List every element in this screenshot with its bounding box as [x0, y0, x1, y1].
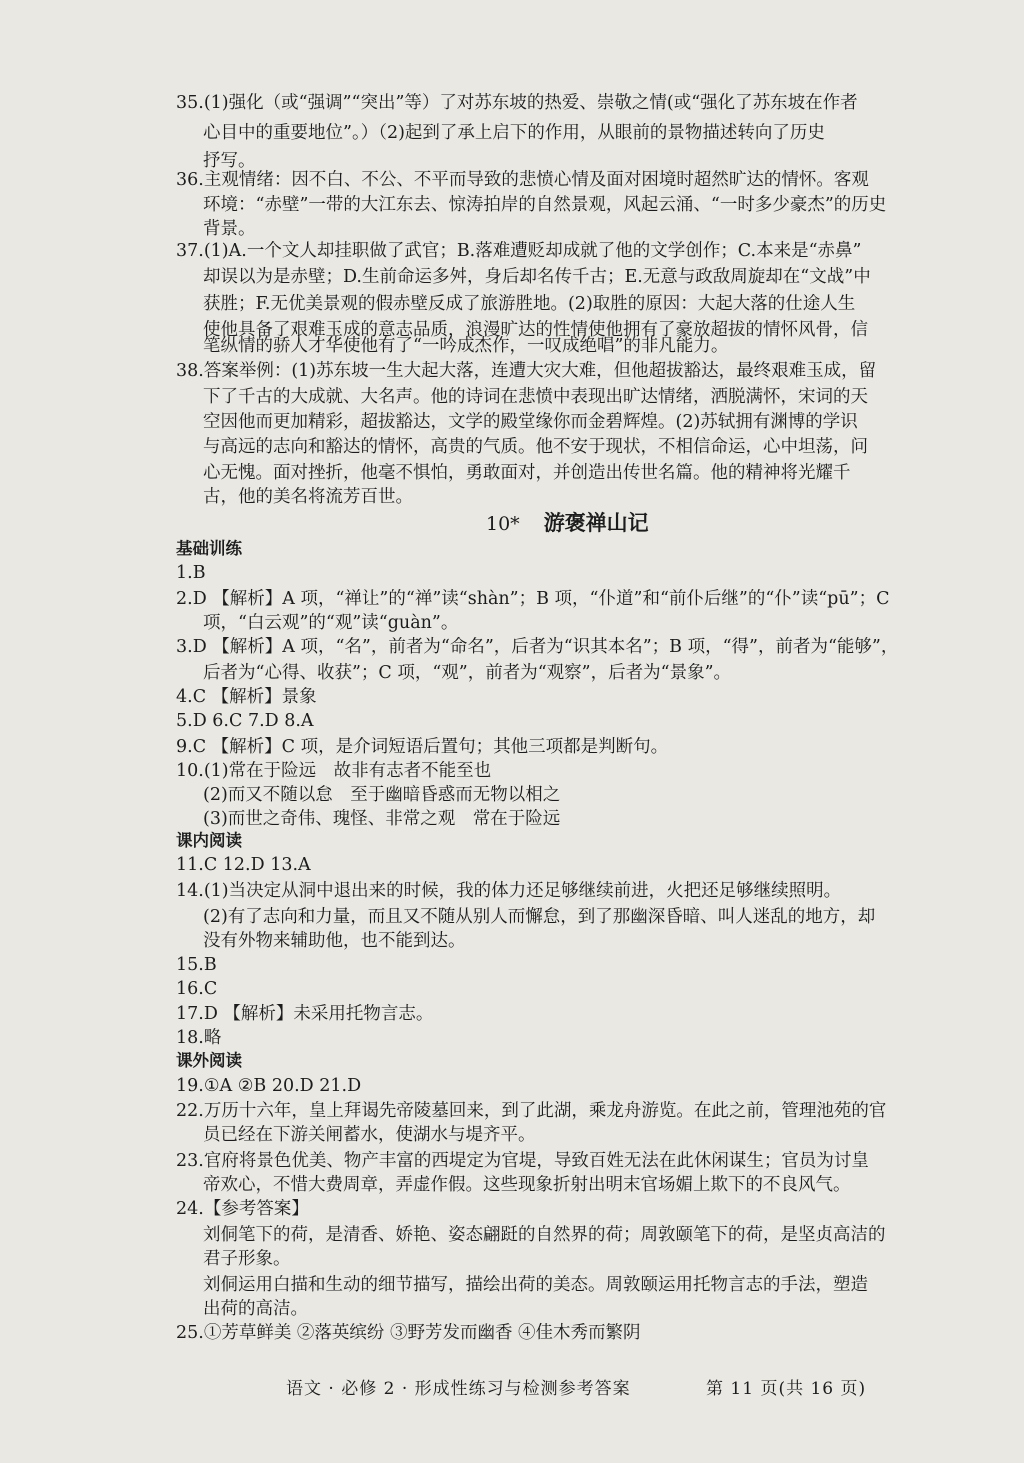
- lesson-title: [486, 510, 649, 537]
- answer-line: 17.D 【解析】未采用托物言志。: [176, 1004, 434, 1024]
- answer-line: 下了千古的大成就、大名声。他的诗词在悲愤中表现出旷达情绪，洒脱满怀，宋词的天: [203, 387, 868, 407]
- answer-line: 使他具备了艰难玉成的意志品质，浪漫旷达的性情使他拥有了豪放超拔的情怀风骨，信: [203, 320, 868, 340]
- answer-line: (2)有了志向和力量，而且又不随从别人而懈怠，到了那幽深昏暗、叫人迷乱的地方，却: [203, 907, 876, 927]
- lesson-number: 10*: [486, 513, 520, 535]
- section-heading: 基础训练: [176, 539, 242, 558]
- answer-line: 心目中的重要地位”。）（2)起到了承上启下的作用，从眼前的景物描述转向了历史: [203, 123, 825, 143]
- answer-line: 员已经在下游关闸蓄水，使湖水与堤齐平。: [203, 1125, 536, 1145]
- answer-line: 却误以为是赤壁；D.生前命运多舛，身后却名传千古；E.无意与政敌周旋却在“文战”中: [203, 267, 871, 287]
- answer-line: 抒写。: [203, 151, 256, 171]
- answer-line: 11.C 12.D 13.A: [176, 855, 311, 875]
- answer-line: 出荷的高洁。: [203, 1299, 308, 1319]
- answer-line: 空因他而更加精彩，超拔豁达，文学的殿堂缘你而金碧辉煌。(2)苏轼拥有渊博的学识: [203, 412, 858, 432]
- footer-page-number: 第 11 页(共 16 页): [706, 1379, 867, 1399]
- answer-line: 23.官府将景色优美、物产丰富的西堤定为官堤，导致百姓无法在此休闲谋生；官员为讨皇: [176, 1151, 869, 1171]
- answer-line: 24.【参考答案】: [176, 1199, 309, 1219]
- answer-line: 笔纵情的骄人才华使他有了“一吟成杰作，一叹成绝唱”的非凡能力。: [203, 336, 729, 356]
- answer-line: 4.C 【解析】景象: [176, 687, 317, 707]
- lesson-name: 游褒禅山记: [543, 510, 649, 535]
- answer-line: 14.(1)当决定从洞中退出来的时候，我的体力还足够继续前进，火把还足够继续照明。: [176, 881, 842, 901]
- answer-line: (2)而又不随以怠 至于幽暗昏惑而无物以相之: [203, 785, 561, 805]
- answer-line: 与高远的志向和豁达的情怀，高贵的气质。他不安于现状，不相信命运，心中坦荡，问: [203, 437, 868, 457]
- answer-line: 获胜；F.无优美景观的假赤壁反成了旅游胜地。(2)取胜的原因：大起大落的仕途人生: [203, 294, 856, 314]
- answer-line: 古，他的美名将流芳百世。: [203, 487, 413, 507]
- footer-book-title: 语文 · 必修 2 · 形成性练习与检测参考答案: [286, 1379, 631, 1399]
- answer-line: 项，“白云观”的“观”读“guàn”。: [203, 613, 459, 633]
- answer-line: 5.D 6.C 7.D 8.A: [176, 711, 314, 731]
- answer-line: 背景。: [203, 219, 256, 239]
- answer-line: 环境：“赤壁”一带的大江东去、惊涛拍岸的自然景观，风起云涌、“一时多少豪杰”的历史: [203, 195, 887, 215]
- answer-line: (3)而世之奇伟、瑰怪、非常之观 常在于险远: [203, 809, 561, 829]
- answer-line: 16.C: [176, 979, 218, 999]
- answer-line: 刘侗运用白描和生动的细节描写，描绘出荷的美态。周敦颐运用托物言志的手法，塑造: [203, 1275, 868, 1295]
- answer-line: 帝欢心，不惜大费周章，弄虚作假。这些现象折射出明末官场媚上欺下的不良风气。: [203, 1175, 851, 1195]
- answer-line: 38.答案举例：(1)苏东坡一生大起大落，连遭大灾大难，但他超拔豁达，最终艰难玉成，留: [176, 361, 877, 381]
- answer-line: 10.(1)常在于险远 故非有志者不能至也: [176, 761, 492, 781]
- answer-line: 刘侗笔下的荷，是清香、娇艳、姿态翩跹的自然界的荷；周敦颐笔下的荷，是坚贞高洁的: [203, 1225, 886, 1245]
- answer-line: 后者为“心得、收获”；C 项，“观”，前者为“观察”，后者为“景象”。: [203, 663, 732, 683]
- answer-line: 36.主观情绪：因不白、不公、不平而导致的悲愤心情及面对困境时超然旷达的情怀。客观: [176, 170, 869, 190]
- answer-line: 2.D 【解析】A 项，“禅让”的“禅”读“shàn”；B 项，“仆道”和“前仆后继”的“仆”读“pū”；C: [176, 589, 890, 609]
- answer-line: 1.B: [176, 563, 206, 583]
- answer-line: 37.(1)A.一个文人却挂职做了武官；B.落难遭贬却成就了他的文学创作；C.本来是“赤鼻”: [176, 241, 862, 261]
- answer-line: 3.D 【解析】A 项，“名”，前者为“命名”，后者为“识其本名”；B 项，“得”，前者为“能够”，: [176, 637, 899, 657]
- section-heading: 课外阅读: [176, 1051, 242, 1070]
- answer-line: 35.(1)强化（或“强调”“突出”等）了对苏东坡的热爱、崇敬之情(或“强化了苏东坡在作者: [176, 93, 858, 113]
- answer-line: 心无愧。面对挫折，他毫不惧怕，勇敢面对，并创造出传世名篇。他的精神将光耀千: [203, 463, 851, 483]
- answer-line: 22.万历十六年，皇上拜谒先帝陵墓回来，到了此湖，乘龙舟游览。在此之前，管理池苑的官: [176, 1101, 887, 1121]
- answer-line: 君子形象。: [203, 1249, 291, 1269]
- answer-line: 没有外物来辅助他，也不能到达。: [203, 931, 466, 951]
- answer-line: 9.C 【解析】C 项，是介词短语后置句；其他三项都是判断句。: [176, 737, 669, 757]
- answer-line: 18.略: [176, 1028, 222, 1048]
- answer-line: 15.B: [176, 955, 217, 975]
- answer-line: 25.①芳草鲜美 ②落英缤纷 ③野芳发而幽香 ④佳木秀而繁阴: [176, 1323, 641, 1343]
- section-heading: 课内阅读: [176, 831, 242, 850]
- answer-line: 19.①A ②B 20.D 21.D: [176, 1076, 362, 1096]
